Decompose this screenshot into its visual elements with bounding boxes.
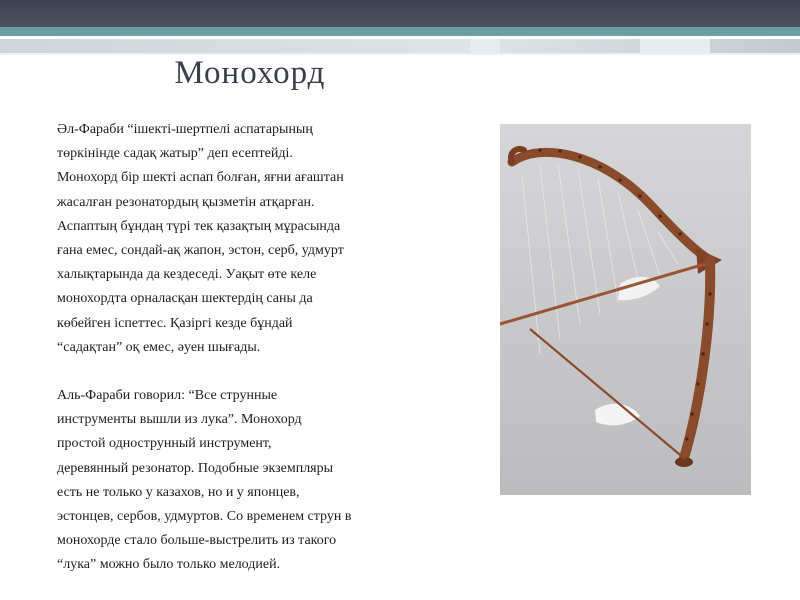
paragraph-gap <box>57 360 417 384</box>
text-line: есть не только у казахов, но и у японцев, <box>57 484 300 500</box>
header-band-accent <box>470 39 500 53</box>
paragraph-kazakh <box>57 118 417 360</box>
text-line: “лука” можно было только мелодией. <box>57 557 281 573</box>
text-line: жасалған резонатордың қызметін атқарған. <box>57 194 315 210</box>
text-line: Монохорд бір шекті аспап болған, яғни ағаштан <box>57 170 344 186</box>
text-line: көбейген іспеттес. Қазіргі кезде бұндай <box>57 315 293 331</box>
text-line: монохорде стало больше-выстрелить из такого <box>57 533 337 549</box>
text-line: монохордта орналасқан шектердің саны да <box>57 291 313 307</box>
text-line: “садақтан” оқ емес, әуен шығады. <box>57 339 261 355</box>
monochord-photo <box>500 124 751 495</box>
text-line: ғана емес, сондай-ақ жапон, эстон, серб, удмурт <box>57 243 344 259</box>
text-line: Аспаптың бұндаң түрі тек қазақтың мұрасында <box>57 218 341 234</box>
slide-title: Монохорд <box>174 55 326 91</box>
header-band-accent <box>640 39 710 53</box>
header-band-teal <box>0 27 800 36</box>
text-line: эстонцев, сербов, удмуртов. Со временем струн в <box>57 509 352 525</box>
text-line: Әл-Фараби “ішекті-шертпелі аспатарының <box>57 122 313 137</box>
text-line: Аль-Фараби говорил: “Все струнные <box>57 388 278 404</box>
text-line: простой однострунный инструмент, <box>57 436 272 452</box>
slide-body <box>57 118 417 578</box>
header-band-thin <box>0 53 800 55</box>
text-line: деревянный резонатор. Подобные экземпляры <box>57 460 334 476</box>
header-band-dark <box>0 0 800 27</box>
text-line: төркінінде садақ жатыр” деп есептейді. <box>57 146 293 162</box>
text-line: халықтарында да кездеседі. Уақыт өте келе <box>57 267 317 283</box>
text-line: инструменты вышли из лука”. Монохорд <box>57 412 302 428</box>
paragraph-russian <box>57 384 417 578</box>
monochord-illustration <box>500 124 751 495</box>
